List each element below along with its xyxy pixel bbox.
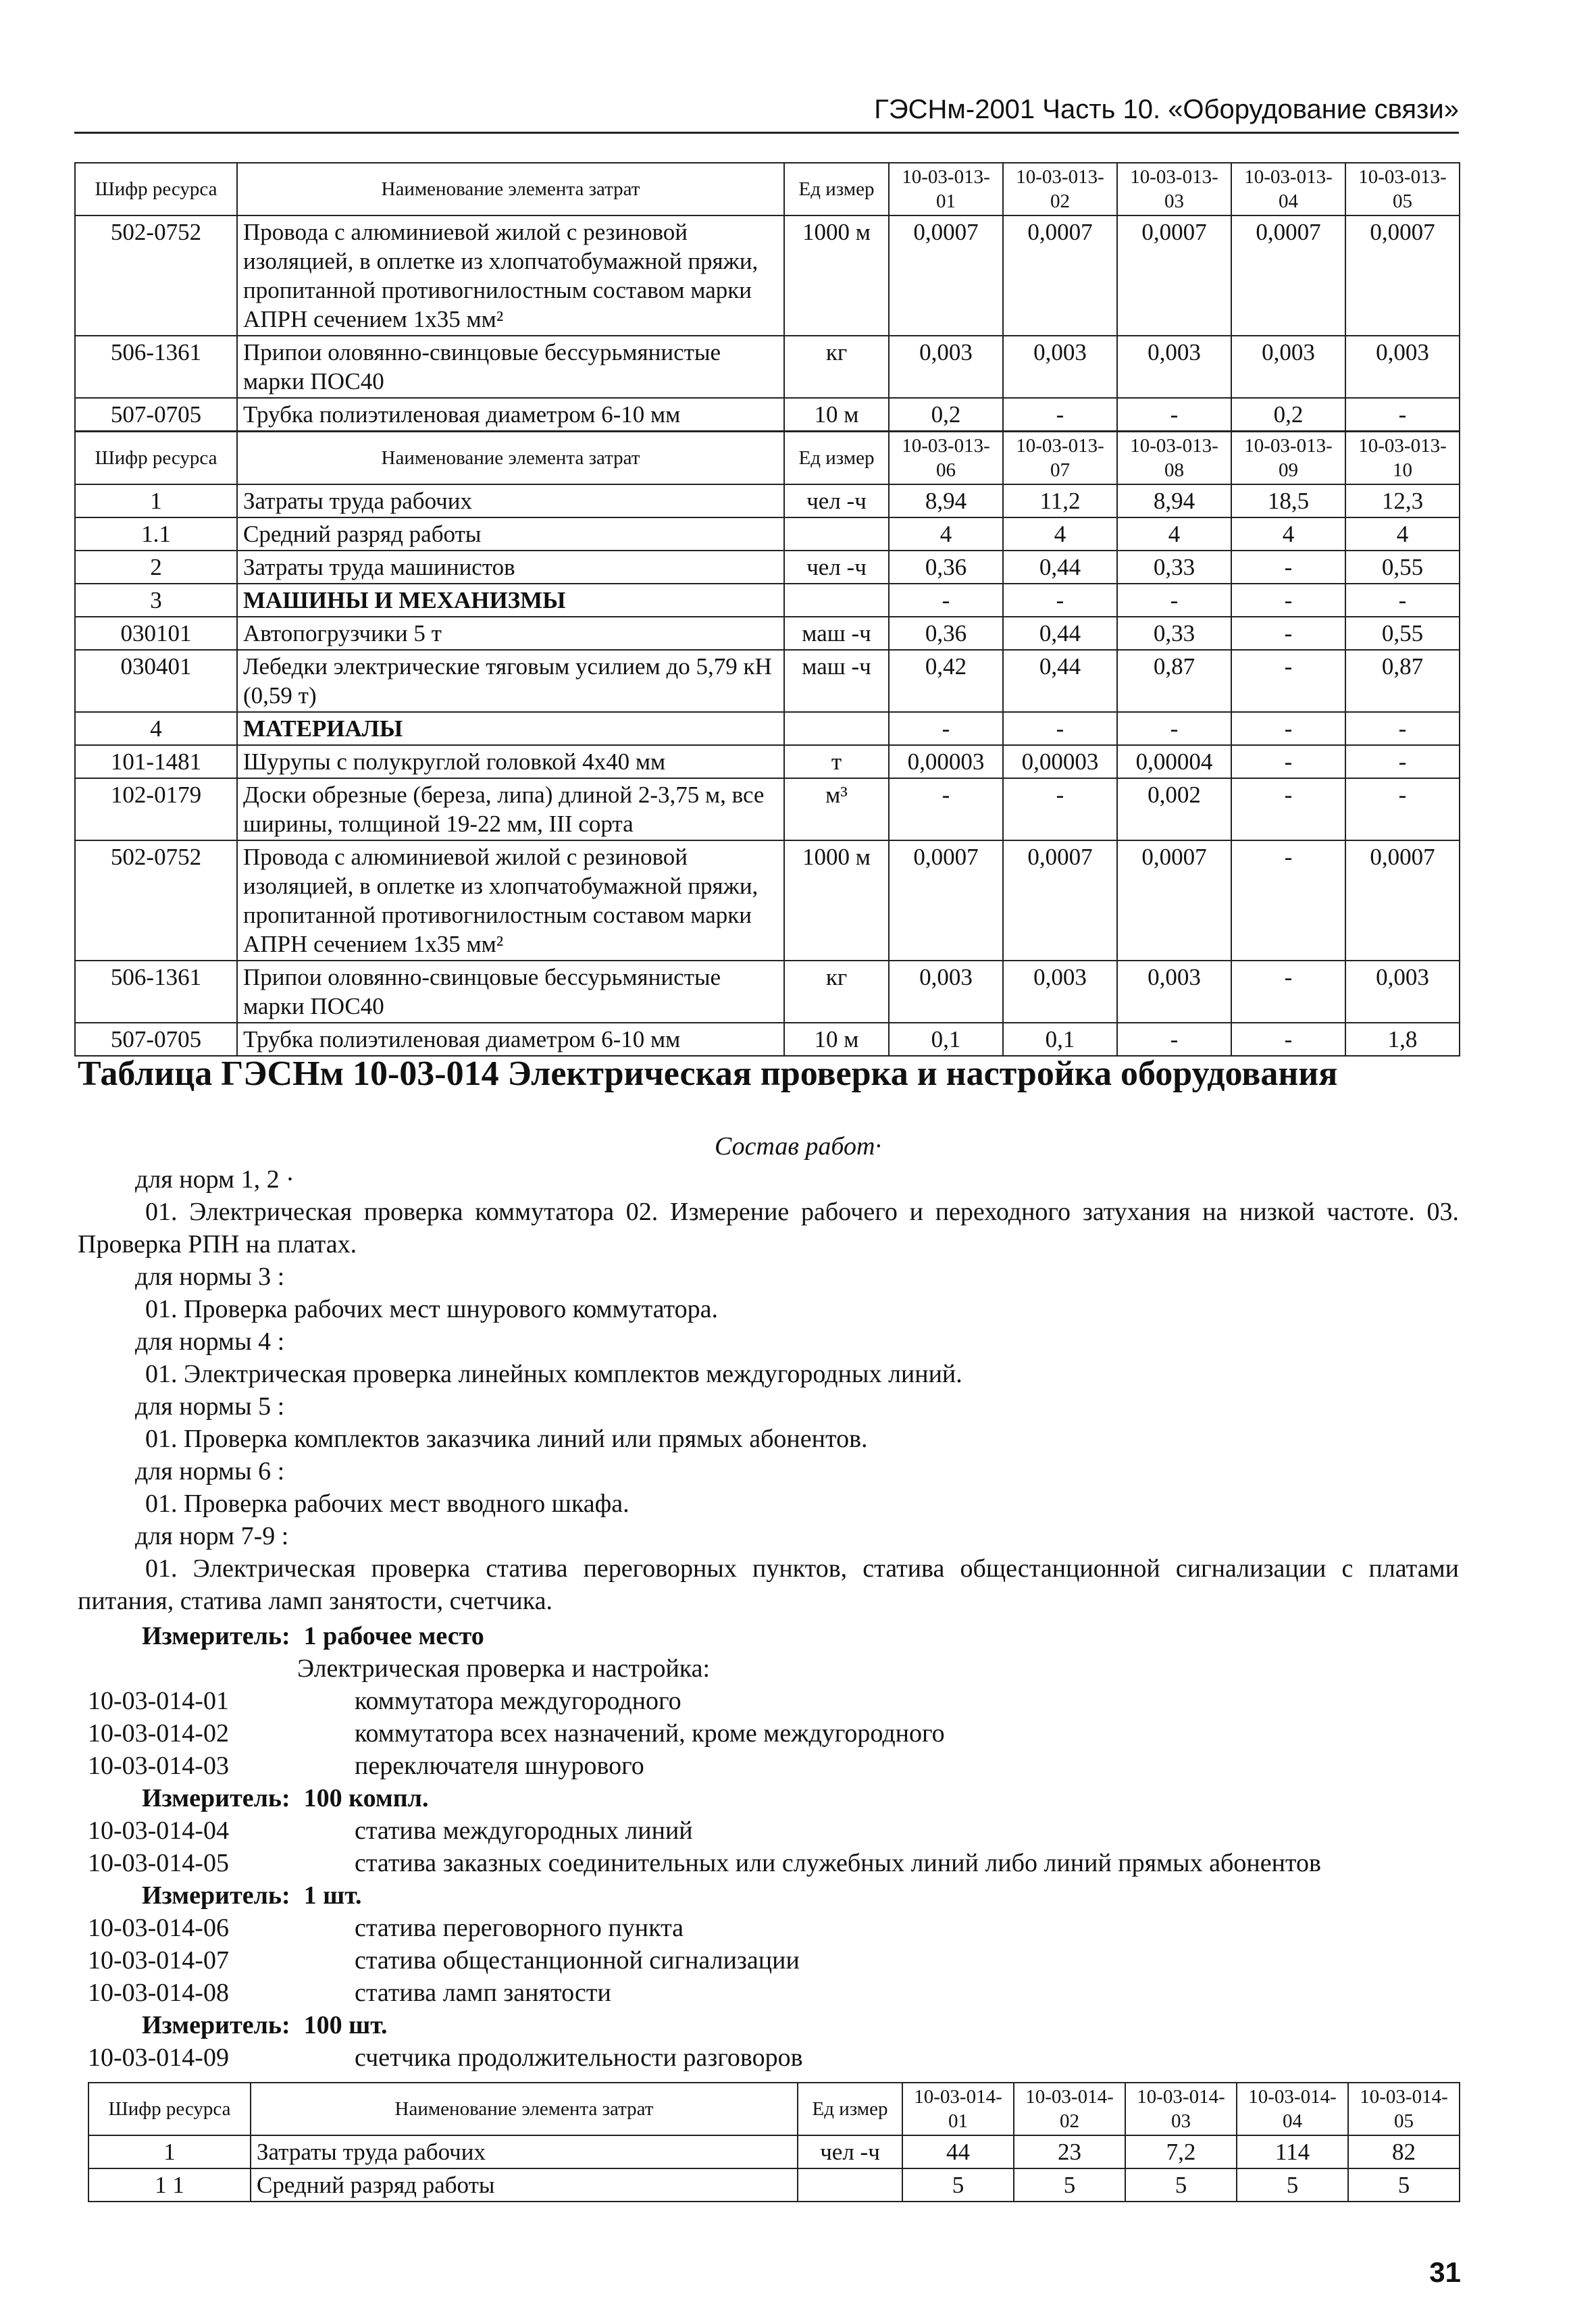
norms-line-norm: [88, 1977, 1469, 2009]
value-cell: -: [1003, 398, 1117, 431]
value-cell: 0,003: [1345, 336, 1460, 398]
unit-cell: кг: [784, 336, 889, 398]
value-cell: 0,55: [1345, 617, 1460, 650]
norms-line-meas: [88, 2009, 1469, 2041]
work-item: 01. Электрическая проверка статива переговорных пунктов, статива общестанционной сигнализации с платами питания, статива ламп занятости, счетчика.: [78, 1554, 1459, 1615]
measure-label: Измеритель:: [142, 1784, 290, 1812]
norm-description: переключателя шнурового: [355, 1752, 644, 1780]
norms-line-norm: [88, 1814, 1469, 1847]
value-cell: -: [1231, 745, 1345, 778]
value-cell: 0,36: [889, 551, 1003, 584]
table-row: [75, 650, 1460, 712]
value-cell: 0,33: [1117, 617, 1231, 650]
col-header-name: Наименование элемента затрат: [251, 2083, 798, 2135]
value-cell: 7,2: [1125, 2135, 1237, 2168]
value-cell: 0,44: [1003, 617, 1117, 650]
table-row: [75, 617, 1460, 650]
value-cell: -: [1345, 712, 1460, 745]
resource-table-013-01-05: [74, 162, 1460, 432]
table-row: [75, 584, 1460, 617]
value-cell: 0,003: [1003, 336, 1117, 398]
value-cell: 0,003: [1117, 961, 1231, 1023]
resource-name: Затраты труда машинистов: [237, 551, 784, 584]
value-cell: 4: [1345, 517, 1460, 551]
table-row: [75, 517, 1460, 551]
table-row: [75, 961, 1460, 1023]
resource-code: 1 1: [88, 2168, 251, 2202]
value-cell: -: [1231, 712, 1345, 745]
resource-code: 507-0705: [75, 398, 237, 431]
resource-code: 102-0179: [75, 778, 237, 840]
value-cell: -: [1231, 961, 1345, 1023]
norms-line-norm: [88, 1912, 1469, 1944]
col-header-code: Шифр ресурса: [75, 163, 237, 215]
resource-code: 030101: [75, 617, 237, 650]
table-row: [75, 551, 1460, 584]
value-cell: -: [1003, 778, 1117, 840]
unit-cell: [784, 584, 889, 617]
value-cell: 44: [902, 2135, 1014, 2168]
norm-group-label: для норм 7-9 :: [135, 1522, 289, 1550]
col-header-norm: 10-03-014-05: [1348, 2083, 1460, 2135]
resource-name: Провода с алюминиевой жилой с резиновой изоляцией, в оплетке из хлопчатобумажной пряжи, пропитанной противогнилостным составом марки АПРН сечением 1х35 мм²: [237, 840, 784, 961]
col-header-norm: 10-03-014-02: [1014, 2083, 1125, 2135]
norms-line-norm: [88, 1944, 1469, 1977]
value-cell: 5: [1014, 2168, 1125, 2202]
value-cell: -: [889, 584, 1003, 617]
value-cell: 0,0007: [1345, 215, 1460, 336]
table-row: [75, 778, 1460, 840]
work-item: 01. Электрическая проверка коммутатора 02. Измерение рабочего и переходного затухания на низкой частоте. 03. Проверка РПН на платах.: [78, 1198, 1459, 1259]
value-cell: 5: [902, 2168, 1014, 2202]
norm-description: статива междугородных линий: [355, 1816, 693, 1845]
norms-line-norm: [88, 1685, 1469, 1717]
resource-code: 502-0752: [75, 215, 237, 336]
value-cell: -: [1231, 840, 1345, 961]
norm-group-label: для нормы 6 :: [135, 1457, 285, 1485]
value-cell: -: [1003, 712, 1117, 745]
resource-name: МАТЕРИАЛЫ: [237, 712, 784, 745]
table-row: [88, 2168, 1460, 2202]
page-number: 31: [1429, 2256, 1461, 2288]
col-header-norm: 10-03-013-08: [1117, 432, 1231, 484]
norm-description: счетчика продолжительности разговоров: [355, 2043, 803, 2072]
resource-code: 502-0752: [75, 840, 237, 961]
value-cell: 12,3: [1345, 484, 1460, 517]
table-row: [75, 840, 1460, 961]
unit-cell: 1000 м: [784, 840, 889, 961]
norm-group-label: для норм 1, 2 ·: [135, 1165, 294, 1194]
norms-line-norm: [88, 1717, 1469, 1750]
work-item: 01. Проверка рабочих мест вводного шкафа.: [145, 1490, 629, 1518]
value-cell: 0,00003: [1003, 745, 1117, 778]
unit-cell: 1000 м: [784, 215, 889, 336]
value-cell: 0,0007: [889, 215, 1003, 336]
work-item: 01. Электрическая проверка линейных комплектов междугородных линий.: [145, 1360, 962, 1388]
col-header-norm: 10-03-013-10: [1345, 432, 1460, 484]
resource-code: 1: [88, 2135, 251, 2168]
resource-name: Затраты труда рабочих: [237, 484, 784, 517]
measure-value: 1 рабочее место: [303, 1622, 484, 1650]
norms-list: [88, 1620, 1469, 2074]
norms-line-meas: [88, 1879, 1469, 1912]
value-cell: -: [1231, 1023, 1345, 1056]
value-cell: -: [1231, 617, 1345, 650]
value-cell: 4: [1003, 517, 1117, 551]
value-cell: 4: [1231, 517, 1345, 551]
col-header-unit: Ед измер: [784, 163, 889, 215]
value-cell: 0,1: [1003, 1023, 1117, 1056]
norms-line-norm: [88, 2041, 1469, 2074]
value-cell: 4: [1117, 517, 1231, 551]
measure-label: Измеритель:: [142, 1881, 290, 1910]
col-header-norm: 10-03-014-01: [902, 2083, 1014, 2135]
norms-line-norm: [88, 1847, 1469, 1879]
value-cell: 0,003: [1345, 961, 1460, 1023]
resource-code: 4: [75, 712, 237, 745]
value-cell: 5: [1125, 2168, 1237, 2202]
unit-cell: чел -ч: [798, 2135, 902, 2168]
col-header-norm: 10-03-013-05: [1345, 163, 1460, 215]
resource-code: 1.1: [75, 517, 237, 551]
resource-name: Затраты труда рабочих: [251, 2135, 798, 2168]
value-cell: 8,94: [889, 484, 1003, 517]
work-item: 01. Проверка рабочих мест шнурового коммутатора.: [145, 1295, 719, 1323]
measure-label: Измеритель:: [142, 2011, 290, 2039]
value-cell: -: [1231, 650, 1345, 712]
resource-name: Припои оловянно-свинцовые бессурьмянистые марки ПОС40: [237, 336, 784, 398]
value-cell: -: [889, 712, 1003, 745]
measure-value: 1 шт.: [303, 1881, 362, 1910]
value-cell: -: [1345, 398, 1460, 431]
value-cell: -: [1345, 584, 1460, 617]
value-cell: 82: [1348, 2135, 1460, 2168]
work-composition: [78, 1163, 1459, 1617]
value-cell: 4: [889, 517, 1003, 551]
resource-code: 506-1361: [75, 961, 237, 1023]
value-cell: -: [889, 778, 1003, 840]
col-header-norm: 10-03-013-07: [1003, 432, 1117, 484]
norm-description: статива переговорного пункта: [355, 1914, 684, 1942]
unit-cell: м³: [784, 778, 889, 840]
unit-cell: 10 м: [784, 1023, 889, 1056]
value-cell: 0,2: [889, 398, 1003, 431]
value-cell: -: [1117, 398, 1231, 431]
resource-code: 030401: [75, 650, 237, 712]
value-cell: 0,003: [889, 336, 1003, 398]
norms-line-meas: [88, 1620, 1469, 1652]
running-header: ГЭСНм-2001 Часть 10. «Оборудование связи»: [74, 95, 1459, 134]
col-header-norm: 10-03-013-09: [1231, 432, 1345, 484]
table-row: [88, 2135, 1460, 2168]
col-header-norm: 10-03-013-01: [889, 163, 1003, 215]
value-cell: 0,0007: [1003, 840, 1117, 961]
measure-value: 100 компл.: [303, 1784, 429, 1812]
value-cell: 0,87: [1117, 650, 1231, 712]
value-cell: 0,2: [1231, 398, 1345, 431]
resource-table-013-06-10: [74, 431, 1460, 1057]
norm-code: 10-03-014-09: [88, 2043, 229, 2072]
value-cell: -: [1117, 584, 1231, 617]
value-cell: 0,003: [1003, 961, 1117, 1023]
unit-cell: чел -ч: [784, 551, 889, 584]
value-cell: 0,0007: [1003, 215, 1117, 336]
value-cell: 0,55: [1345, 551, 1460, 584]
value-cell: 0,0007: [1231, 215, 1345, 336]
norm-code: 10-03-014-03: [88, 1752, 229, 1780]
norm-group-label: для нормы 4 :: [135, 1327, 285, 1356]
value-cell: -: [1345, 778, 1460, 840]
resource-name: Доски обрезные (береза, липа) длиной 2-3,75 м, все ширины, толщиной 19-22 мм, III сорта: [237, 778, 784, 840]
unit-cell: т: [784, 745, 889, 778]
value-cell: 0,00003: [889, 745, 1003, 778]
unit-cell: [784, 712, 889, 745]
unit-cell: 10 м: [784, 398, 889, 431]
value-cell: 23: [1014, 2135, 1125, 2168]
resource-code: 507-0705: [75, 1023, 237, 1056]
value-cell: 0,33: [1117, 551, 1231, 584]
table-header-row: [75, 163, 1460, 215]
col-header-code: Шифр ресурса: [75, 432, 237, 484]
norm-group-label: для нормы 3 :: [135, 1263, 285, 1291]
col-header-norm: 10-03-014-03: [1125, 2083, 1237, 2135]
norm-description: коммутатора междугородного: [355, 1687, 681, 1715]
composition-title: Состав работ·: [715, 1132, 881, 1161]
col-header-name: Наименование элемента затрат: [237, 163, 784, 215]
resource-name: Автопогрузчики 5 т: [237, 617, 784, 650]
resource-code: 3: [75, 584, 237, 617]
norm-code: 10-03-014-08: [88, 1979, 229, 2007]
value-cell: 0,003: [1231, 336, 1345, 398]
norm-description: статива заказных соединительных или служебных линий либо линий прямых абонентов: [355, 1849, 1321, 1877]
table-row: [75, 1023, 1460, 1056]
value-cell: -: [1117, 1023, 1231, 1056]
value-cell: 0,0007: [1117, 215, 1231, 336]
table-row: [75, 712, 1460, 745]
value-cell: 0,36: [889, 617, 1003, 650]
resource-code: 1: [75, 484, 237, 517]
norm-code: 10-03-014-06: [88, 1914, 229, 1942]
norm-code: 10-03-014-01: [88, 1687, 229, 1715]
value-cell: 8,94: [1117, 484, 1231, 517]
unit-cell: кг: [784, 961, 889, 1023]
value-cell: 0,0007: [889, 840, 1003, 961]
norm-code: 10-03-014-02: [88, 1719, 229, 1748]
col-header-code: Шифр ресурса: [88, 2083, 251, 2135]
resource-name: МАШИНЫ И МЕХАНИЗМЫ: [237, 584, 784, 617]
value-cell: 11,2: [1003, 484, 1117, 517]
value-cell: -: [1231, 584, 1345, 617]
value-cell: -: [1231, 551, 1345, 584]
resource-name: Провода с алюминиевой жилой с резиновой изоляцией, в оплетке из хлопчатобумажной пряжи, пропитанной противогнилостным составом марки АПРН сечением 1х35 мм²: [237, 215, 784, 336]
value-cell: -: [1117, 712, 1231, 745]
norm-code: 10-03-014-04: [88, 1816, 229, 1845]
resource-name: Средний разряд работы: [251, 2168, 798, 2202]
norm-description: статива ламп занятости: [355, 1979, 611, 2007]
value-cell: 0,002: [1117, 778, 1231, 840]
unit-cell: чел -ч: [784, 484, 889, 517]
table-row: [75, 336, 1460, 398]
resource-name: Лебедки электрические тяговым усилием до 5,79 кН (0,59 т): [237, 650, 784, 712]
value-cell: 0,87: [1345, 650, 1460, 712]
value-cell: -: [1003, 584, 1117, 617]
value-cell: 0,00004: [1117, 745, 1231, 778]
measure-label: Измеритель:: [142, 1622, 290, 1650]
col-header-norm: 10-03-014-04: [1237, 2083, 1348, 2135]
table-row: [75, 215, 1460, 336]
table-row: [75, 484, 1460, 517]
value-cell: 5: [1237, 2168, 1348, 2202]
unit-cell: [798, 2168, 902, 2202]
measure-value: 100 шт.: [303, 2011, 388, 2039]
col-header-name: Наименование элемента затрат: [237, 432, 784, 484]
value-cell: 0,0007: [1117, 840, 1231, 961]
unit-cell: маш -ч: [784, 617, 889, 650]
resource-name: Трубка полиэтиленовая диаметром 6-10 мм: [237, 398, 784, 431]
norms-line-meas: [88, 1782, 1469, 1814]
value-cell: 0,44: [1003, 650, 1117, 712]
value-cell: 0,003: [889, 961, 1003, 1023]
unit-cell: маш -ч: [784, 650, 889, 712]
resource-name: Припои оловянно-свинцовые бессурьмянистые марки ПОС40: [237, 961, 784, 1023]
resource-name: Средний разряд работы: [237, 517, 784, 551]
value-cell: -: [1345, 745, 1460, 778]
norm-description: коммутатора всех назначений, кроме междугородного: [355, 1719, 945, 1748]
col-header-norm: 10-03-013-02: [1003, 163, 1117, 215]
resource-name: Трубка полиэтиленовая диаметром 6-10 мм: [237, 1023, 784, 1056]
resource-name: Шурупы с полукруглой головкой 4х40 мм: [237, 745, 784, 778]
value-cell: -: [1231, 778, 1345, 840]
col-header-unit: Ед измер: [798, 2083, 902, 2135]
norms-line-caption: Электрическая проверка и настройка:: [297, 1654, 711, 1683]
value-cell: 0,0007: [1345, 840, 1460, 961]
resource-code: 2: [75, 551, 237, 584]
section-title: Таблица ГЭСНм 10-03-014 Электрическая проверка и настройка оборудования: [78, 1054, 1338, 1093]
table-row: [75, 745, 1460, 778]
table-header-row: [88, 2083, 1460, 2135]
col-header-norm: 10-03-013-03: [1117, 163, 1231, 215]
value-cell: 1,8: [1345, 1023, 1460, 1056]
col-header-norm: 10-03-013-06: [889, 432, 1003, 484]
work-item: 01. Проверка комплектов заказчика линий или прямых абонентов.: [145, 1425, 868, 1453]
norm-code: 10-03-014-05: [88, 1849, 229, 1877]
norm-code: 10-03-014-07: [88, 1946, 229, 1975]
norm-description: статива общестанционной сигнализации: [355, 1946, 800, 1975]
norm-group-label: для нормы 5 :: [135, 1392, 285, 1421]
value-cell: 0,1: [889, 1023, 1003, 1056]
resource-table-014-01-05: [88, 2082, 1460, 2202]
resource-code: 506-1361: [75, 336, 237, 398]
norms-line-norm: [88, 1750, 1469, 1782]
unit-cell: [784, 517, 889, 551]
value-cell: 5: [1348, 2168, 1460, 2202]
resource-code: 101-1481: [75, 745, 237, 778]
col-header-norm: 10-03-013-04: [1231, 163, 1345, 215]
value-cell: 0,44: [1003, 551, 1117, 584]
value-cell: 0,003: [1117, 336, 1231, 398]
value-cell: 0,42: [889, 650, 1003, 712]
table-header-row: [75, 432, 1460, 484]
table-row: [75, 398, 1460, 431]
value-cell: 18,5: [1231, 484, 1345, 517]
col-header-unit: Ед измер: [784, 432, 889, 484]
value-cell: 114: [1237, 2135, 1348, 2168]
